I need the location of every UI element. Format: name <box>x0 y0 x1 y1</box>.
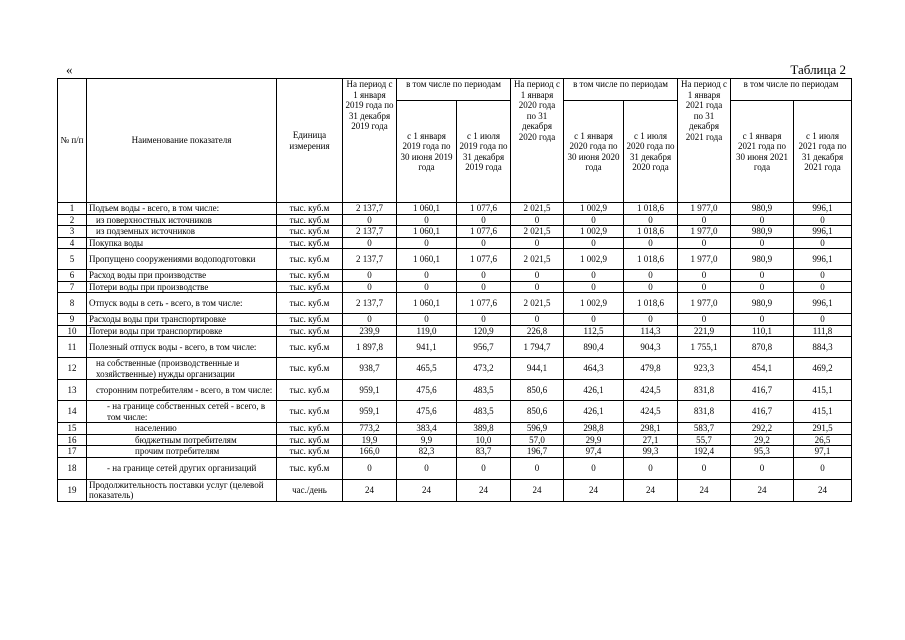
value-cell-2019-total: 19,9 <box>343 434 397 446</box>
value-cell-2020-h2: 424,5 <box>624 380 678 401</box>
value-cell-2020-h2: 0 <box>624 457 678 479</box>
unit-cell: тыс. куб.м <box>277 237 343 249</box>
unit-cell: тыс. куб.м <box>277 203 343 215</box>
indicator-name-cell: Расходы воды при транспортировке <box>87 314 277 326</box>
value-cell-2019-h2: 0 <box>457 314 511 326</box>
table-row <box>58 249 852 270</box>
value-cell-2021-h2: 97,1 <box>794 446 852 458</box>
value-cell-2021-h1: 980,9 <box>731 226 794 238</box>
value-cell-2019-h1: 82,3 <box>397 446 457 458</box>
value-cell-2019-h2: 1 077,6 <box>457 249 511 270</box>
value-cell-2019-h2: 1 077,6 <box>457 226 511 238</box>
value-cell-2021-h1: 0 <box>731 281 794 293</box>
value-cell-2019-h1: 941,1 <box>397 337 457 358</box>
value-cell-2021-h1: 980,9 <box>731 293 794 314</box>
value-cell-2019-h2: 0 <box>457 270 511 282</box>
row-number-cell: 7 <box>58 281 87 293</box>
value-cell-2019-h2: 83,7 <box>457 446 511 458</box>
unit-cell: тыс. куб.м <box>277 314 343 326</box>
value-cell-2020-h1: 0 <box>564 314 624 326</box>
value-cell-2021-h2: 0 <box>794 237 852 249</box>
value-cell-2021-h2: 415,1 <box>794 380 852 401</box>
unit-cell: тыс. куб.м <box>277 249 343 270</box>
value-cell-2021-total: 831,8 <box>678 401 731 423</box>
value-cell-2020-h2: 0 <box>624 281 678 293</box>
row-number-cell: 13 <box>58 380 87 401</box>
value-cell-2020-h1: 426,1 <box>564 401 624 423</box>
value-cell-2019-h1: 1 060,1 <box>397 249 457 270</box>
row-number-cell: 3 <box>58 226 87 238</box>
value-cell-2019-total: 0 <box>343 270 397 282</box>
indicator-name-cell: Потери воды при производстве <box>87 281 277 293</box>
value-cell-2019-h2: 0 <box>457 457 511 479</box>
value-cell-2020-h2: 424,5 <box>624 401 678 423</box>
value-cell-2020-h1: 298,8 <box>564 423 624 435</box>
table-row <box>58 337 852 358</box>
indicator-name-cell: Продолжительность поставки услуг (целевой показатель) <box>87 479 277 501</box>
header-including-2019: в том числе по периодам <box>397 79 511 101</box>
value-cell-2021-total: 831,8 <box>678 380 731 401</box>
value-cell-2020-h2: 1 018,6 <box>624 203 678 215</box>
value-cell-2021-total: 1 977,0 <box>678 203 731 215</box>
value-cell-2020-total: 1 794,7 <box>511 337 564 358</box>
value-cell-2021-h2: 291,5 <box>794 423 852 435</box>
value-cell-2021-h2: 0 <box>794 270 852 282</box>
table-row <box>58 226 852 238</box>
value-cell-2020-total: 944,1 <box>511 358 564 380</box>
value-cell-2019-total: 0 <box>343 214 397 226</box>
unit-cell: тыс. куб.м <box>277 270 343 282</box>
value-cell-2021-h1: 0 <box>731 270 794 282</box>
value-cell-2020-h1: 0 <box>564 214 624 226</box>
indicator-name-cell: Потери воды при транспортировке <box>87 325 277 337</box>
unit-cell: тыс. куб.м <box>277 358 343 380</box>
indicator-name-cell: Полезный отпуск воды - всего, в том числе: <box>87 337 277 358</box>
value-cell-2020-h1: 890,4 <box>564 337 624 358</box>
indicator-name-cell: из поверхностных источников <box>87 214 277 226</box>
value-cell-2019-h2: 24 <box>457 479 511 501</box>
row-number-cell: 14 <box>58 401 87 423</box>
value-cell-2019-h1: 475,6 <box>397 380 457 401</box>
value-cell-2020-total: 0 <box>511 457 564 479</box>
row-number-cell: 4 <box>58 237 87 249</box>
row-number-cell: 1 <box>58 203 87 215</box>
indicator-name-cell: Пропущено сооружениями водоподготовки <box>87 249 277 270</box>
value-cell-2021-h1: 0 <box>731 214 794 226</box>
value-cell-2020-h1: 1 002,9 <box>564 203 624 215</box>
header-h1-2019: с 1 января 2019 года по 30 июня 2019 года <box>397 101 457 203</box>
row-number-cell: 6 <box>58 270 87 282</box>
header-h2-2019: с 1 июля 2019 года по 31 декабря 2019 года <box>457 101 511 203</box>
value-cell-2021-h1: 95,3 <box>731 446 794 458</box>
value-cell-2020-h2: 0 <box>624 314 678 326</box>
value-cell-2020-h2: 0 <box>624 270 678 282</box>
value-cell-2020-h2: 24 <box>624 479 678 501</box>
indicator-name-cell: Подъем воды - всего, в том числе: <box>87 203 277 215</box>
value-cell-2021-h2: 996,1 <box>794 226 852 238</box>
value-cell-2021-total: 923,3 <box>678 358 731 380</box>
value-cell-2021-total: 55,7 <box>678 434 731 446</box>
value-cell-2021-h1: 29,2 <box>731 434 794 446</box>
value-cell-2020-h1: 0 <box>564 281 624 293</box>
value-cell-2020-h1: 1 002,9 <box>564 293 624 314</box>
value-cell-2019-total: 773,2 <box>343 423 397 435</box>
indicator-name-cell: сторонним потребителям - всего, в том числе: <box>87 380 277 401</box>
value-cell-2019-h2: 10,0 <box>457 434 511 446</box>
value-cell-2021-h2: 469,2 <box>794 358 852 380</box>
value-cell-2020-h2: 0 <box>624 237 678 249</box>
indicator-name-cell: - на границе сетей других организаций <box>87 457 277 479</box>
unit-cell: тыс. куб.м <box>277 423 343 435</box>
table-row <box>58 314 852 326</box>
unit-cell: тыс. куб.м <box>277 401 343 423</box>
value-cell-2020-h1: 1 002,9 <box>564 226 624 238</box>
table-row <box>58 214 852 226</box>
header-unit: Единица измерения <box>277 79 343 203</box>
value-cell-2021-h1: 870,8 <box>731 337 794 358</box>
value-cell-2020-h2: 99,3 <box>624 446 678 458</box>
value-cell-2020-total: 2 021,5 <box>511 203 564 215</box>
value-cell-2019-total: 959,1 <box>343 380 397 401</box>
value-cell-2020-h1: 0 <box>564 270 624 282</box>
value-cell-2019-total: 938,7 <box>343 358 397 380</box>
value-cell-2021-h2: 996,1 <box>794 293 852 314</box>
table-row <box>58 434 852 446</box>
value-cell-2019-total: 2 137,7 <box>343 226 397 238</box>
row-number-cell: 2 <box>58 214 87 226</box>
value-cell-2019-h2: 956,7 <box>457 337 511 358</box>
header-h2-2021: с 1 июля 2021 года по 31 декабря 2021 года <box>794 101 852 203</box>
table-row <box>58 380 852 401</box>
value-cell-2021-h2: 111,8 <box>794 325 852 337</box>
value-cell-2020-h1: 97,4 <box>564 446 624 458</box>
value-cell-2021-total: 1 977,0 <box>678 226 731 238</box>
value-cell-2019-h1: 0 <box>397 270 457 282</box>
value-cell-2019-h2: 0 <box>457 237 511 249</box>
value-cell-2019-h1: 465,5 <box>397 358 457 380</box>
value-cell-2020-h2: 1 018,6 <box>624 293 678 314</box>
indicator-name-cell: из подземных источников <box>87 226 277 238</box>
value-cell-2021-total: 0 <box>678 270 731 282</box>
value-cell-2020-h2: 479,8 <box>624 358 678 380</box>
value-cell-2020-h1: 426,1 <box>564 380 624 401</box>
value-cell-2019-h1: 1 060,1 <box>397 203 457 215</box>
unit-cell: час./день <box>277 479 343 501</box>
value-cell-2020-total: 0 <box>511 281 564 293</box>
table-row <box>58 203 852 215</box>
value-cell-2019-total: 2 137,7 <box>343 293 397 314</box>
value-cell-2020-total: 0 <box>511 237 564 249</box>
table-body <box>58 203 852 502</box>
table-row <box>58 457 852 479</box>
row-number-cell: 15 <box>58 423 87 435</box>
unit-cell: тыс. куб.м <box>277 380 343 401</box>
opening-quote-mark: « <box>66 62 73 77</box>
value-cell-2020-h1: 464,3 <box>564 358 624 380</box>
table-row <box>58 281 852 293</box>
value-cell-2020-total: 2 021,5 <box>511 249 564 270</box>
value-cell-2021-h1: 292,2 <box>731 423 794 435</box>
value-cell-2020-total: 0 <box>511 314 564 326</box>
table-row <box>58 479 852 501</box>
value-cell-2019-h2: 483,5 <box>457 380 511 401</box>
value-cell-2020-total: 2 021,5 <box>511 293 564 314</box>
value-cell-2019-total: 24 <box>343 479 397 501</box>
table-row <box>58 358 852 380</box>
row-number-cell: 18 <box>58 457 87 479</box>
table-row <box>58 270 852 282</box>
table-caption: Таблица 2 <box>790 62 846 77</box>
value-cell-2021-h2: 884,3 <box>794 337 852 358</box>
unit-cell: тыс. куб.м <box>277 281 343 293</box>
value-cell-2021-h2: 0 <box>794 281 852 293</box>
unit-cell: тыс. куб.м <box>277 434 343 446</box>
indicator-name-cell: населению <box>87 423 277 435</box>
table-row <box>58 325 852 337</box>
value-cell-2021-h1: 24 <box>731 479 794 501</box>
value-cell-2020-total: 24 <box>511 479 564 501</box>
value-cell-2021-total: 1 755,1 <box>678 337 731 358</box>
value-cell-2021-total: 583,7 <box>678 423 731 435</box>
value-cell-2019-h1: 9,9 <box>397 434 457 446</box>
value-cell-2019-h1: 383,4 <box>397 423 457 435</box>
value-cell-2019-h2: 0 <box>457 281 511 293</box>
value-cell-2021-total: 192,4 <box>678 446 731 458</box>
value-cell-2020-h1: 0 <box>564 237 624 249</box>
value-cell-2020-h2: 1 018,6 <box>624 249 678 270</box>
table-row <box>58 401 852 423</box>
value-cell-2019-total: 959,1 <box>343 401 397 423</box>
value-cell-2021-total: 1 977,0 <box>678 293 731 314</box>
water-supply-table <box>57 78 852 502</box>
unit-cell: тыс. куб.м <box>277 337 343 358</box>
unit-cell: тыс. куб.м <box>277 325 343 337</box>
indicator-name-cell: на собственные (производственные и хозяйственные) нужды организации <box>87 358 277 380</box>
indicator-name-cell: Отпуск воды в сеть - всего, в том числе: <box>87 293 277 314</box>
value-cell-2020-total: 850,6 <box>511 401 564 423</box>
value-cell-2021-total: 24 <box>678 479 731 501</box>
indicator-name-cell: Покупка воды <box>87 237 277 249</box>
value-cell-2021-h1: 980,9 <box>731 203 794 215</box>
value-cell-2019-h1: 0 <box>397 314 457 326</box>
value-cell-2020-h2: 0 <box>624 214 678 226</box>
value-cell-2019-h2: 1 077,6 <box>457 203 511 215</box>
table-row <box>58 293 852 314</box>
value-cell-2020-total: 0 <box>511 214 564 226</box>
row-number-cell: 8 <box>58 293 87 314</box>
unit-cell: тыс. куб.м <box>277 457 343 479</box>
value-cell-2019-h1: 0 <box>397 457 457 479</box>
value-cell-2019-h1: 0 <box>397 237 457 249</box>
row-number-cell: 5 <box>58 249 87 270</box>
value-cell-2019-h1: 0 <box>397 281 457 293</box>
unit-cell: тыс. куб.м <box>277 293 343 314</box>
value-cell-2021-h1: 0 <box>731 314 794 326</box>
value-cell-2020-total: 596,9 <box>511 423 564 435</box>
header-row-number: № п/п <box>58 79 87 203</box>
header-h1-2021: с 1 января 2021 года по 30 июня 2021 года <box>731 101 794 203</box>
value-cell-2021-h2: 0 <box>794 314 852 326</box>
row-number-cell: 12 <box>58 358 87 380</box>
header-including-2020: в том числе по периодам <box>564 79 678 101</box>
indicator-name-cell: прочим потребителям <box>87 446 277 458</box>
value-cell-2021-h1: 454,1 <box>731 358 794 380</box>
row-number-cell: 11 <box>58 337 87 358</box>
indicator-name-cell: Расход воды при производстве <box>87 270 277 282</box>
value-cell-2019-h1: 0 <box>397 214 457 226</box>
value-cell-2020-h2: 1 018,6 <box>624 226 678 238</box>
value-cell-2021-total: 0 <box>678 314 731 326</box>
value-cell-2019-total: 0 <box>343 281 397 293</box>
unit-cell: тыс. куб.м <box>277 214 343 226</box>
value-cell-2021-h2: 0 <box>794 457 852 479</box>
value-cell-2021-total: 0 <box>678 237 731 249</box>
table-row <box>58 446 852 458</box>
value-cell-2019-total: 0 <box>343 237 397 249</box>
value-cell-2020-h2: 114,3 <box>624 325 678 337</box>
value-cell-2020-h1: 1 002,9 <box>564 249 624 270</box>
row-number-cell: 19 <box>58 479 87 501</box>
indicator-name-cell: - на границе собственных сетей - всего, в том числе: <box>87 401 277 423</box>
value-cell-2020-total: 2 021,5 <box>511 226 564 238</box>
value-cell-2019-total: 2 137,7 <box>343 203 397 215</box>
value-cell-2021-h1: 980,9 <box>731 249 794 270</box>
value-cell-2020-h2: 904,3 <box>624 337 678 358</box>
value-cell-2020-h1: 0 <box>564 457 624 479</box>
table-row <box>58 423 852 435</box>
value-cell-2020-h1: 29,9 <box>564 434 624 446</box>
value-cell-2019-h1: 119,0 <box>397 325 457 337</box>
header-indicator-name: Наименование показателя <box>87 79 277 203</box>
value-cell-2021-total: 221,9 <box>678 325 731 337</box>
value-cell-2021-h1: 0 <box>731 237 794 249</box>
value-cell-2019-h2: 120,9 <box>457 325 511 337</box>
value-cell-2020-h2: 298,1 <box>624 423 678 435</box>
value-cell-2019-total: 2 137,7 <box>343 249 397 270</box>
value-cell-2021-h1: 416,7 <box>731 380 794 401</box>
row-number-cell: 17 <box>58 446 87 458</box>
header-period-total-2019: На период с 1 января 2019 года по 31 декабря 2019 года <box>343 79 397 203</box>
value-cell-2019-h1: 475,6 <box>397 401 457 423</box>
value-cell-2019-h2: 389,8 <box>457 423 511 435</box>
value-cell-2021-total: 0 <box>678 457 731 479</box>
indicator-name-cell: бюджетным потребителям <box>87 434 277 446</box>
value-cell-2020-h1: 112,5 <box>564 325 624 337</box>
value-cell-2021-h2: 26,5 <box>794 434 852 446</box>
header-h1-2020: с 1 января 2020 года по 30 июня 2020 года <box>564 101 624 203</box>
unit-cell: тыс. куб.м <box>277 226 343 238</box>
value-cell-2020-total: 57,0 <box>511 434 564 446</box>
value-cell-2019-h2: 1 077,6 <box>457 293 511 314</box>
value-cell-2020-h1: 24 <box>564 479 624 501</box>
value-cell-2019-h1: 24 <box>397 479 457 501</box>
value-cell-2019-total: 1 897,8 <box>343 337 397 358</box>
value-cell-2020-total: 226,8 <box>511 325 564 337</box>
header-period-total-2021: На период с 1 января 2021 года по 31 декабря 2021 года <box>678 79 731 203</box>
value-cell-2020-total: 196,7 <box>511 446 564 458</box>
value-cell-2021-h2: 996,1 <box>794 203 852 215</box>
unit-cell: тыс. куб.м <box>277 446 343 458</box>
value-cell-2019-total: 239,9 <box>343 325 397 337</box>
value-cell-2019-h2: 0 <box>457 214 511 226</box>
value-cell-2019-total: 166,0 <box>343 446 397 458</box>
table-header <box>58 79 852 203</box>
value-cell-2020-total: 0 <box>511 270 564 282</box>
row-number-cell: 9 <box>58 314 87 326</box>
value-cell-2019-h2: 483,5 <box>457 401 511 423</box>
value-cell-2021-h1: 416,7 <box>731 401 794 423</box>
value-cell-2019-h1: 1 060,1 <box>397 293 457 314</box>
row-number-cell: 10 <box>58 325 87 337</box>
value-cell-2019-total: 0 <box>343 457 397 479</box>
value-cell-2021-h1: 0 <box>731 457 794 479</box>
header-including-2021: в том числе по периодам <box>731 79 852 101</box>
value-cell-2020-total: 850,6 <box>511 380 564 401</box>
value-cell-2021-total: 0 <box>678 281 731 293</box>
row-number-cell: 16 <box>58 434 87 446</box>
value-cell-2019-h1: 1 060,1 <box>397 226 457 238</box>
table-row <box>58 237 852 249</box>
value-cell-2019-h2: 473,2 <box>457 358 511 380</box>
value-cell-2021-h2: 996,1 <box>794 249 852 270</box>
value-cell-2021-total: 1 977,0 <box>678 249 731 270</box>
value-cell-2019-total: 0 <box>343 314 397 326</box>
value-cell-2021-h2: 415,1 <box>794 401 852 423</box>
value-cell-2021-h1: 110,1 <box>731 325 794 337</box>
value-cell-2021-h2: 24 <box>794 479 852 501</box>
value-cell-2021-h2: 0 <box>794 214 852 226</box>
value-cell-2020-h2: 27,1 <box>624 434 678 446</box>
header-period-total-2020: На период с 1 января 2020 года по 31 декабря 2020 года <box>511 79 564 203</box>
value-cell-2021-total: 0 <box>678 214 731 226</box>
header-h2-2020: с 1 июля 2020 года по 31 декабря 2020 года <box>624 101 678 203</box>
